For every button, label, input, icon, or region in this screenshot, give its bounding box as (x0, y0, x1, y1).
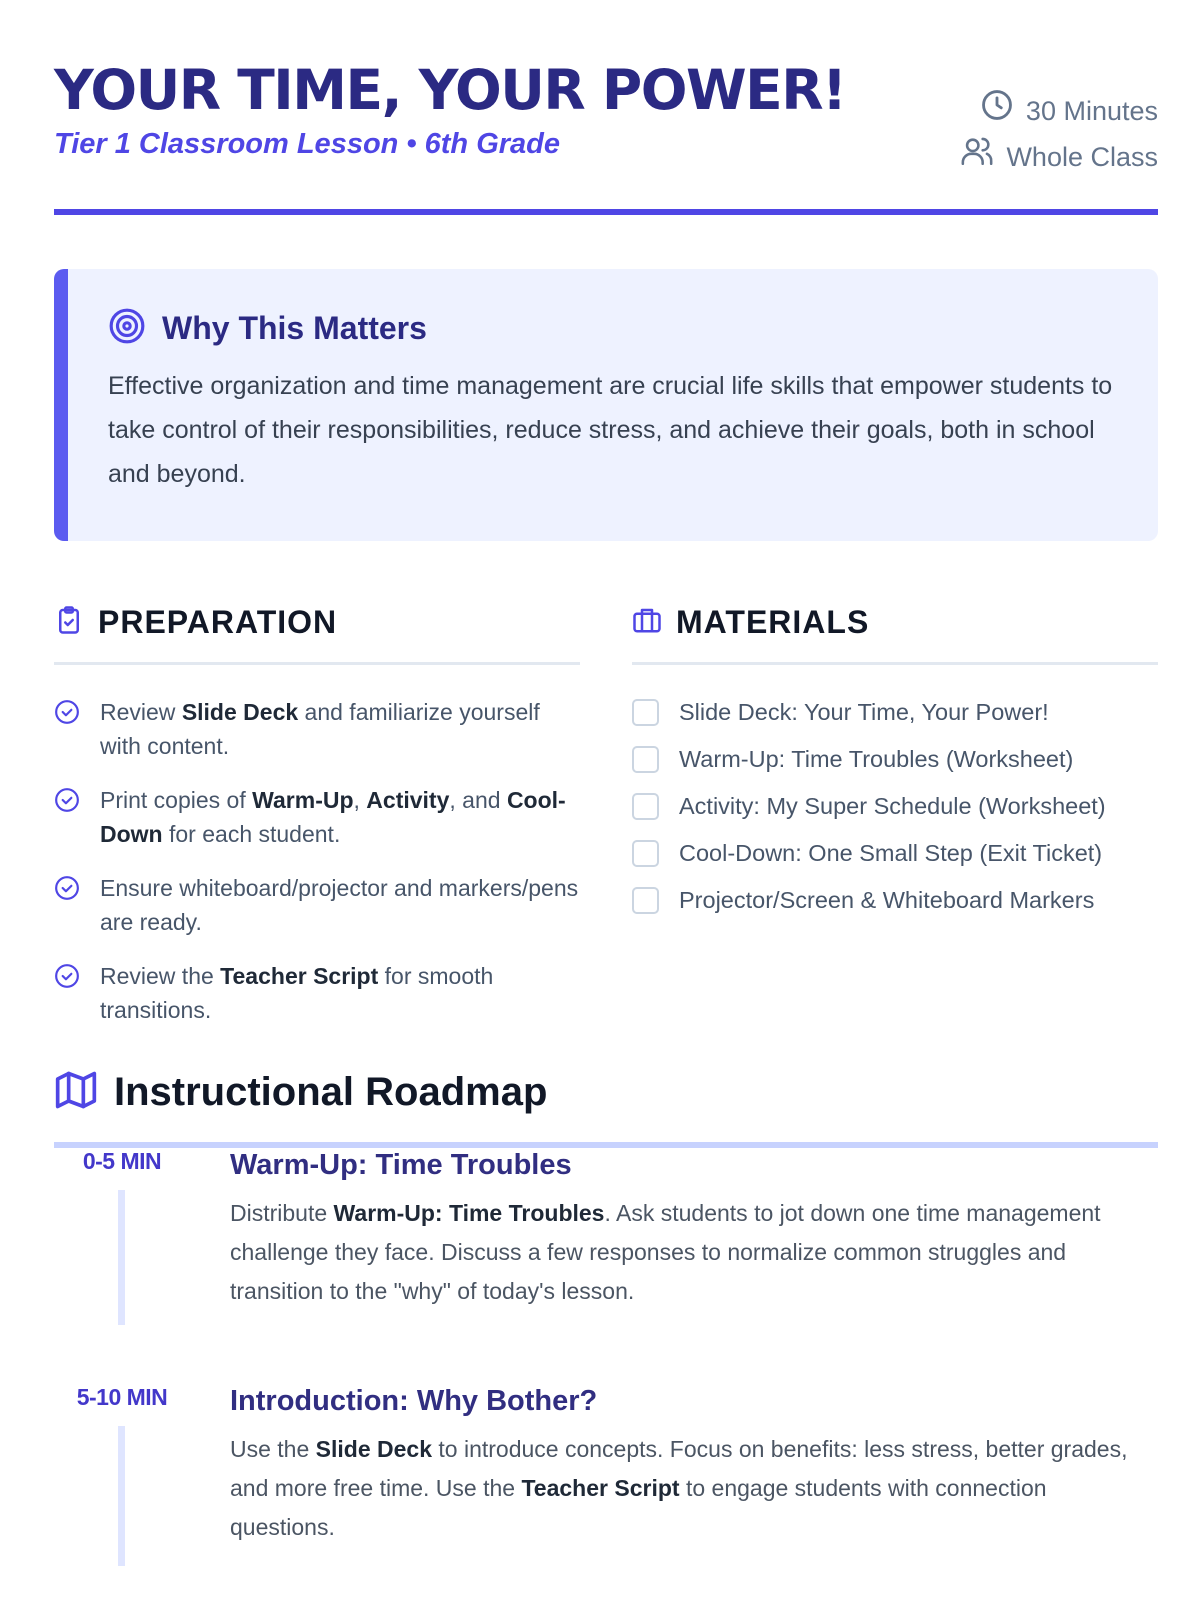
emphasis-text: Teacher Script (521, 1475, 680, 1501)
materials-list (632, 695, 1158, 917)
header-divider (54, 209, 1158, 215)
clipboard-check-icon (54, 605, 84, 640)
instructional-roadmap (54, 1064, 1158, 1540)
emphasis-text: Warm-Up (252, 787, 354, 813)
materials-header (632, 598, 1158, 646)
material-item (632, 742, 1158, 776)
preparation-item (54, 871, 580, 939)
page-subtitle: Tier 1 Classroom Lesson • 6th Grade (54, 128, 561, 160)
check-circle-icon (54, 959, 80, 1027)
material-checkbox[interactable] (632, 840, 659, 867)
materials-title: MATERIALS (676, 603, 870, 640)
material-item-label: Slide Deck: Your Time, Your Power! (679, 699, 1049, 725)
emphasis-text: Activity (366, 787, 450, 813)
step-time: 0-5 MIN (82, 1148, 162, 1174)
material-item (632, 883, 1158, 917)
material-item (632, 836, 1158, 870)
briefcase-icon (632, 605, 662, 640)
material-item (632, 695, 1158, 729)
preparation-item-text: Review Slide Deck and familiarize yourself with content. (100, 699, 540, 759)
check-circle-icon (54, 871, 80, 939)
step-title: Warm-Up: Time Troubles (230, 1149, 572, 1181)
check-circle-icon (54, 695, 80, 763)
step-timeline-bar (118, 1190, 125, 1325)
lesson-header (54, 58, 1158, 178)
page-title: YOUR TIME, YOUR POWER! (54, 58, 846, 122)
preparation-header (54, 598, 580, 646)
step-time: 5-10 MIN (76, 1384, 168, 1410)
emphasis-text: Slide Deck (315, 1436, 432, 1462)
step-description: Use the Slide Deck to introduce concepts. Focus on benefits: less stress, better grades, and more free time. Use the Teacher Script to engage students with connection questions. (230, 1436, 1128, 1540)
preparation-divider (54, 662, 580, 665)
preparation-item-text: Review the Teacher Script for smooth transitions. (100, 963, 494, 1023)
preparation-list (54, 695, 580, 1027)
why-this-matters-panel (54, 269, 1158, 541)
step-content (230, 1384, 1150, 1547)
roadmap-header (54, 1064, 1158, 1120)
material-item (632, 789, 1158, 823)
roadmap-title: Instructional Roadmap (114, 1069, 548, 1114)
material-checkbox[interactable] (632, 699, 659, 726)
material-item-label: Activity: My Super Schedule (Worksheet) (679, 793, 1106, 819)
why-title: Why This Matters (162, 310, 427, 346)
material-checkbox[interactable] (632, 887, 659, 914)
material-item-label: Projector/Screen & Whiteboard Markers (679, 887, 1095, 913)
emphasis-text: Warm-Up: Time Troubles (333, 1200, 605, 1226)
material-checkbox[interactable] (632, 793, 659, 820)
group-text: Whole Class (1006, 142, 1158, 172)
lesson-meta (960, 88, 1158, 180)
step-title: Introduction: Why Bother? (230, 1385, 598, 1417)
preparation-section (54, 598, 580, 1047)
step-content (230, 1148, 1150, 1311)
materials-section (632, 598, 1158, 930)
preparation-item-text: Print copies of Warm-Up, Activity, and Cool-Down for each student. (100, 787, 566, 847)
why-body: Effective organization and time management are crucial life skills that empower students to take control of their responsibilities, reduce stress, and achieve their goals, both in school and beyond. (108, 372, 1113, 488)
roadmap-step (54, 1384, 1158, 1584)
why-header (108, 307, 1118, 350)
step-description: Distribute Warm-Up: Time Troubles. Ask students to jot down one time management challenge they face. Discuss a few responses to normalize common struggles and transition to the "why" of today's lesson. (230, 1200, 1101, 1304)
step-timeline-bar (118, 1426, 125, 1566)
preparation-item (54, 783, 580, 851)
preparation-item (54, 959, 580, 1027)
emphasis-text: Cool-Down (100, 787, 566, 847)
group-meta (960, 134, 1158, 180)
preparation-title: PREPARATION (98, 603, 338, 640)
material-item-label: Cool-Down: One Small Step (Exit Ticket) (679, 840, 1103, 866)
materials-divider (632, 662, 1158, 665)
check-circle-icon (54, 783, 80, 851)
preparation-item-text: Ensure whiteboard/projector and markers/pens are ready. (100, 875, 579, 935)
map-icon (54, 1068, 98, 1117)
roadmap-step (54, 1148, 1158, 1338)
material-item-label: Warm-Up: Time Troubles (Worksheet) (679, 746, 1074, 772)
users-icon (960, 134, 994, 180)
preparation-item (54, 695, 580, 763)
clock-icon (980, 88, 1014, 134)
material-checkbox[interactable] (632, 746, 659, 773)
emphasis-text: Slide Deck (181, 699, 299, 725)
duration-meta (960, 88, 1158, 134)
emphasis-text: Teacher Script (220, 963, 379, 989)
target-icon (108, 307, 146, 350)
duration-text: 30 Minutes (1025, 96, 1158, 126)
